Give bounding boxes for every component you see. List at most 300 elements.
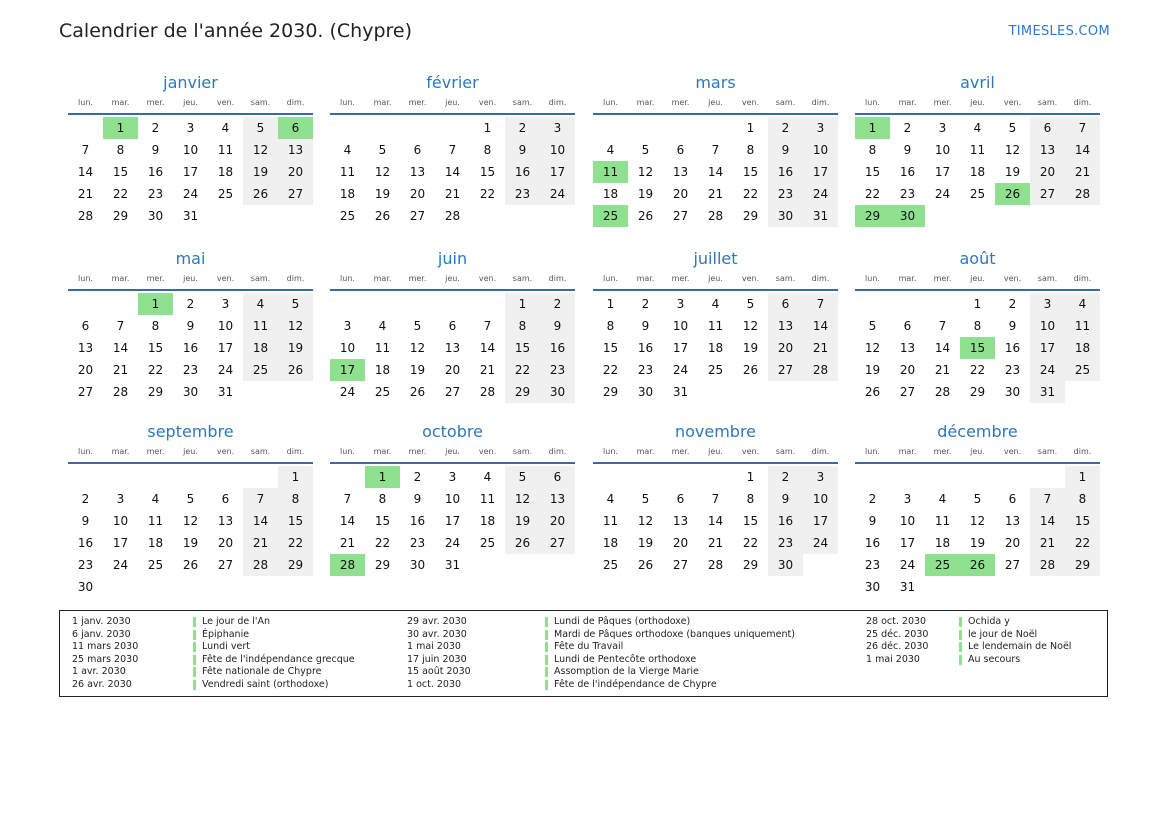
day-cell[interactable]: 28 xyxy=(479,385,496,399)
day-cell[interactable]: 16 xyxy=(864,536,881,550)
day-cell[interactable]: 5 xyxy=(973,492,982,506)
day-cell[interactable]: 30 xyxy=(1004,385,1021,399)
holiday-day-cell[interactable]: 29 xyxy=(855,205,890,227)
day-cell[interactable]: 29 xyxy=(374,558,391,572)
day-cell[interactable]: 15 xyxy=(602,341,619,355)
day-cell[interactable]: 30 xyxy=(864,580,881,594)
day-cell[interactable]: 2 xyxy=(151,121,160,135)
day-cell[interactable]: 11 xyxy=(602,514,619,528)
day-cell[interactable]: 26 xyxy=(278,359,313,381)
day-cell[interactable]: 24 xyxy=(182,187,199,201)
day-cell[interactable]: 4 xyxy=(378,319,387,333)
holiday-day-cell[interactable]: 17 xyxy=(330,359,365,381)
day-cell[interactable]: 18 xyxy=(147,536,164,550)
day-cell[interactable]: 26 xyxy=(742,363,759,377)
day-cell[interactable]: 13 xyxy=(672,165,689,179)
day-cell[interactable]: 18 xyxy=(707,341,724,355)
day-cell[interactable]: 29 xyxy=(742,209,759,223)
day-cell[interactable]: 15 xyxy=(505,337,540,359)
day-cell[interactable]: 28 xyxy=(1030,554,1065,576)
day-cell[interactable]: 26 xyxy=(243,183,278,205)
day-cell[interactable]: 2 xyxy=(768,466,803,488)
day-cell[interactable]: 10 xyxy=(803,488,838,510)
day-cell[interactable]: 14 xyxy=(934,341,951,355)
day-cell[interactable]: 6 xyxy=(413,143,422,157)
day-cell[interactable]: 13 xyxy=(77,341,94,355)
day-cell[interactable]: 21 xyxy=(707,536,724,550)
day-cell[interactable]: 7 xyxy=(938,319,947,333)
day-cell[interactable]: 30 xyxy=(637,385,654,399)
day-cell[interactable]: 1 xyxy=(278,466,313,488)
day-cell[interactable]: 27 xyxy=(672,558,689,572)
day-cell[interactable]: 23 xyxy=(637,363,654,377)
day-cell[interactable]: 22 xyxy=(742,187,759,201)
day-cell[interactable]: 6 xyxy=(903,319,912,333)
day-cell[interactable]: 17 xyxy=(540,161,575,183)
holiday-day-cell[interactable]: 26 xyxy=(960,554,995,576)
day-cell[interactable]: 20 xyxy=(409,187,426,201)
day-cell[interactable]: 2 xyxy=(505,117,540,139)
day-cell[interactable]: 29 xyxy=(505,381,540,403)
day-cell[interactable]: 4 xyxy=(221,121,230,135)
day-cell[interactable]: 9 xyxy=(1008,319,1017,333)
day-cell[interactable]: 29 xyxy=(742,558,759,572)
day-cell[interactable]: 17 xyxy=(217,341,234,355)
day-cell[interactable]: 2 xyxy=(768,117,803,139)
day-cell[interactable]: 10 xyxy=(217,319,234,333)
day-cell[interactable]: 25 xyxy=(1065,359,1100,381)
day-cell[interactable]: 5 xyxy=(378,143,387,157)
day-cell[interactable]: 7 xyxy=(448,143,457,157)
day-cell[interactable]: 21 xyxy=(1030,532,1065,554)
day-cell[interactable]: 9 xyxy=(413,492,422,506)
day-cell[interactable]: 11 xyxy=(707,319,724,333)
day-cell[interactable]: 8 xyxy=(746,143,755,157)
day-cell[interactable]: 1 xyxy=(973,297,982,311)
day-cell[interactable]: 5 xyxy=(278,293,313,315)
day-cell[interactable]: 2 xyxy=(1008,297,1017,311)
day-cell[interactable]: 7 xyxy=(1065,117,1100,139)
day-cell[interactable]: 26 xyxy=(374,209,391,223)
day-cell[interactable]: 7 xyxy=(343,492,352,506)
day-cell[interactable]: 30 xyxy=(409,558,426,572)
day-cell[interactable]: 20 xyxy=(540,510,575,532)
day-cell[interactable]: 17 xyxy=(803,510,838,532)
day-cell[interactable]: 30 xyxy=(768,554,803,576)
day-cell[interactable]: 13 xyxy=(540,488,575,510)
day-cell[interactable]: 7 xyxy=(803,293,838,315)
day-cell[interactable]: 8 xyxy=(746,492,755,506)
day-cell[interactable]: 30 xyxy=(147,209,164,223)
day-cell[interactable]: 27 xyxy=(768,359,803,381)
day-cell[interactable]: 28 xyxy=(243,554,278,576)
day-cell[interactable]: 11 xyxy=(339,165,356,179)
day-cell[interactable]: 13 xyxy=(899,341,916,355)
day-cell[interactable]: 12 xyxy=(637,165,654,179)
day-cell[interactable]: 9 xyxy=(81,514,90,528)
day-cell[interactable]: 24 xyxy=(444,536,461,550)
day-cell[interactable]: 14 xyxy=(77,165,94,179)
day-cell[interactable]: 16 xyxy=(505,161,540,183)
day-cell[interactable]: 19 xyxy=(969,536,986,550)
holiday-day-cell[interactable]: 11 xyxy=(593,161,628,183)
day-cell[interactable]: 18 xyxy=(339,187,356,201)
day-cell[interactable]: 27 xyxy=(672,209,689,223)
day-cell[interactable]: 8 xyxy=(868,143,877,157)
day-cell[interactable]: 26 xyxy=(637,209,654,223)
day-cell[interactable]: 18 xyxy=(217,165,234,179)
day-cell[interactable]: 20 xyxy=(1004,536,1021,550)
day-cell[interactable]: 21 xyxy=(339,536,356,550)
day-cell[interactable]: 28 xyxy=(112,385,129,399)
day-cell[interactable]: 10 xyxy=(1030,315,1065,337)
day-cell[interactable]: 8 xyxy=(505,315,540,337)
day-cell[interactable]: 29 xyxy=(602,385,619,399)
day-cell[interactable]: 24 xyxy=(112,558,129,572)
day-cell[interactable]: 2 xyxy=(641,297,650,311)
day-cell[interactable]: 29 xyxy=(1065,554,1100,576)
day-cell[interactable]: 20 xyxy=(278,161,313,183)
day-cell[interactable]: 16 xyxy=(768,161,803,183)
day-cell[interactable]: 24 xyxy=(540,183,575,205)
day-cell[interactable]: 18 xyxy=(1065,337,1100,359)
day-cell[interactable]: 16 xyxy=(540,337,575,359)
day-cell[interactable]: 23 xyxy=(147,187,164,201)
day-cell[interactable]: 12 xyxy=(637,514,654,528)
day-cell[interactable]: 13 xyxy=(768,315,803,337)
day-cell[interactable]: 4 xyxy=(343,143,352,157)
day-cell[interactable]: 23 xyxy=(409,536,426,550)
day-cell[interactable]: 25 xyxy=(374,385,391,399)
day-cell[interactable]: 14 xyxy=(112,341,129,355)
day-cell[interactable]: 11 xyxy=(934,514,951,528)
day-cell[interactable]: 3 xyxy=(221,297,230,311)
day-cell[interactable]: 19 xyxy=(1004,165,1021,179)
brand-link[interactable]: TIMESLES.COM xyxy=(1008,24,1110,39)
day-cell[interactable]: 9 xyxy=(505,139,540,161)
day-cell[interactable]: 21 xyxy=(934,363,951,377)
day-cell[interactable]: 9 xyxy=(903,143,912,157)
day-cell[interactable]: 14 xyxy=(1030,510,1065,532)
day-cell[interactable]: 31 xyxy=(1030,381,1065,403)
day-cell[interactable]: 25 xyxy=(602,558,619,572)
day-cell[interactable]: 27 xyxy=(278,183,313,205)
day-cell[interactable]: 23 xyxy=(899,187,916,201)
day-cell[interactable]: 22 xyxy=(1065,532,1100,554)
day-cell[interactable]: 12 xyxy=(864,341,881,355)
day-cell[interactable]: 6 xyxy=(81,319,90,333)
day-cell[interactable]: 28 xyxy=(934,385,951,399)
day-cell[interactable]: 6 xyxy=(221,492,230,506)
day-cell[interactable]: 4 xyxy=(938,492,947,506)
day-cell[interactable]: 22 xyxy=(602,363,619,377)
day-cell[interactable]: 31 xyxy=(444,558,461,572)
day-cell[interactable]: 30 xyxy=(77,580,94,594)
day-cell[interactable]: 16 xyxy=(409,514,426,528)
day-cell[interactable]: 1 xyxy=(505,293,540,315)
day-cell[interactable]: 16 xyxy=(182,341,199,355)
day-cell[interactable]: 4 xyxy=(243,293,278,315)
day-cell[interactable]: 7 xyxy=(483,319,492,333)
day-cell[interactable]: 20 xyxy=(77,363,94,377)
day-cell[interactable]: 6 xyxy=(540,466,575,488)
day-cell[interactable]: 12 xyxy=(409,341,426,355)
day-cell[interactable]: 3 xyxy=(1030,293,1065,315)
day-cell[interactable]: 2 xyxy=(186,297,195,311)
day-cell[interactable]: 5 xyxy=(746,297,755,311)
day-cell[interactable]: 26 xyxy=(409,385,426,399)
day-cell[interactable]: 18 xyxy=(374,363,391,377)
day-cell[interactable]: 19 xyxy=(278,337,313,359)
day-cell[interactable]: 15 xyxy=(742,165,759,179)
day-cell[interactable]: 25 xyxy=(339,209,356,223)
day-cell[interactable]: 8 xyxy=(973,319,982,333)
day-cell[interactable]: 8 xyxy=(278,488,313,510)
day-cell[interactable]: 19 xyxy=(182,536,199,550)
day-cell[interactable]: 9 xyxy=(768,139,803,161)
day-cell[interactable]: 12 xyxy=(182,514,199,528)
day-cell[interactable]: 22 xyxy=(112,187,129,201)
day-cell[interactable]: 20 xyxy=(1030,161,1065,183)
day-cell[interactable]: 17 xyxy=(934,165,951,179)
day-cell[interactable]: 27 xyxy=(444,385,461,399)
day-cell[interactable]: 16 xyxy=(1004,341,1021,355)
day-cell[interactable]: 5 xyxy=(641,143,650,157)
day-cell[interactable]: 16 xyxy=(637,341,654,355)
day-cell[interactable]: 31 xyxy=(899,580,916,594)
day-cell[interactable]: 7 xyxy=(711,492,720,506)
day-cell[interactable]: 3 xyxy=(448,470,457,484)
day-cell[interactable]: 1 xyxy=(483,121,492,135)
day-cell[interactable]: 17 xyxy=(182,165,199,179)
day-cell[interactable]: 21 xyxy=(803,337,838,359)
day-cell[interactable]: 1 xyxy=(1065,466,1100,488)
day-cell[interactable]: 19 xyxy=(505,510,540,532)
day-cell[interactable]: 22 xyxy=(864,187,881,201)
day-cell[interactable]: 29 xyxy=(112,209,129,223)
day-cell[interactable]: 22 xyxy=(147,363,164,377)
day-cell[interactable]: 19 xyxy=(409,363,426,377)
day-cell[interactable]: 15 xyxy=(742,514,759,528)
day-cell[interactable]: 4 xyxy=(973,121,982,135)
day-cell[interactable]: 28 xyxy=(803,359,838,381)
day-cell[interactable]: 22 xyxy=(742,536,759,550)
day-cell[interactable]: 6 xyxy=(1030,117,1065,139)
day-cell[interactable]: 24 xyxy=(803,183,838,205)
day-cell[interactable]: 29 xyxy=(969,385,986,399)
day-cell[interactable]: 7 xyxy=(711,143,720,157)
day-cell[interactable]: 5 xyxy=(868,319,877,333)
day-cell[interactable]: 23 xyxy=(540,359,575,381)
day-cell[interactable]: 14 xyxy=(339,514,356,528)
day-cell[interactable]: 11 xyxy=(1065,315,1100,337)
day-cell[interactable]: 13 xyxy=(409,165,426,179)
day-cell[interactable]: 8 xyxy=(151,319,160,333)
day-cell[interactable]: 12 xyxy=(278,315,313,337)
day-cell[interactable]: 27 xyxy=(409,209,426,223)
day-cell[interactable]: 14 xyxy=(707,514,724,528)
day-cell[interactable]: 7 xyxy=(1030,488,1065,510)
day-cell[interactable]: 6 xyxy=(448,319,457,333)
day-cell[interactable]: 22 xyxy=(969,363,986,377)
day-cell[interactable]: 6 xyxy=(676,143,685,157)
day-cell[interactable]: 17 xyxy=(1030,337,1065,359)
day-cell[interactable]: 15 xyxy=(374,514,391,528)
holiday-day-cell[interactable]: 1 xyxy=(365,466,400,488)
day-cell[interactable]: 7 xyxy=(243,488,278,510)
day-cell[interactable]: 28 xyxy=(444,209,461,223)
day-cell[interactable]: 2 xyxy=(868,492,877,506)
day-cell[interactable]: 9 xyxy=(641,319,650,333)
day-cell[interactable]: 5 xyxy=(186,492,195,506)
day-cell[interactable]: 24 xyxy=(1030,359,1065,381)
day-cell[interactable]: 13 xyxy=(444,341,461,355)
day-cell[interactable]: 15 xyxy=(147,341,164,355)
day-cell[interactable]: 21 xyxy=(243,532,278,554)
day-cell[interactable]: 26 xyxy=(864,385,881,399)
day-cell[interactable]: 6 xyxy=(676,492,685,506)
day-cell[interactable]: 12 xyxy=(505,488,540,510)
day-cell[interactable]: 7 xyxy=(81,143,90,157)
day-cell[interactable]: 31 xyxy=(803,205,838,227)
day-cell[interactable]: 18 xyxy=(479,514,496,528)
day-cell[interactable]: 14 xyxy=(803,315,838,337)
day-cell[interactable]: 3 xyxy=(116,492,125,506)
day-cell[interactable]: 14 xyxy=(1065,139,1100,161)
day-cell[interactable]: 5 xyxy=(641,492,650,506)
day-cell[interactable]: 21 xyxy=(77,187,94,201)
day-cell[interactable]: 19 xyxy=(374,187,391,201)
day-cell[interactable]: 16 xyxy=(768,510,803,532)
day-cell[interactable]: 4 xyxy=(606,143,615,157)
day-cell[interactable]: 13 xyxy=(217,514,234,528)
day-cell[interactable]: 19 xyxy=(243,161,278,183)
day-cell[interactable]: 18 xyxy=(934,536,951,550)
day-cell[interactable]: 21 xyxy=(112,363,129,377)
day-cell[interactable]: 12 xyxy=(969,514,986,528)
day-cell[interactable]: 28 xyxy=(77,209,94,223)
day-cell[interactable]: 19 xyxy=(637,536,654,550)
day-cell[interactable]: 23 xyxy=(768,532,803,554)
day-cell[interactable]: 24 xyxy=(672,363,689,377)
day-cell[interactable]: 11 xyxy=(243,315,278,337)
day-cell[interactable]: 14 xyxy=(444,165,461,179)
day-cell[interactable]: 5 xyxy=(1008,121,1017,135)
day-cell[interactable]: 11 xyxy=(479,492,496,506)
day-cell[interactable]: 27 xyxy=(1030,183,1065,205)
day-cell[interactable]: 18 xyxy=(602,187,619,201)
day-cell[interactable]: 14 xyxy=(707,165,724,179)
day-cell[interactable]: 17 xyxy=(899,536,916,550)
day-cell[interactable]: 18 xyxy=(969,165,986,179)
day-cell[interactable]: 3 xyxy=(803,117,838,139)
day-cell[interactable]: 24 xyxy=(899,558,916,572)
day-cell[interactable]: 13 xyxy=(672,514,689,528)
day-cell[interactable]: 12 xyxy=(742,319,759,333)
day-cell[interactable]: 6 xyxy=(768,293,803,315)
day-cell[interactable]: 4 xyxy=(606,492,615,506)
day-cell[interactable]: 1 xyxy=(746,121,755,135)
day-cell[interactable]: 10 xyxy=(112,514,129,528)
day-cell[interactable]: 20 xyxy=(217,536,234,550)
day-cell[interactable]: 10 xyxy=(540,139,575,161)
day-cell[interactable]: 16 xyxy=(899,165,916,179)
day-cell[interactable]: 13 xyxy=(278,139,313,161)
day-cell[interactable]: 10 xyxy=(182,143,199,157)
holiday-day-cell[interactable]: 1 xyxy=(103,117,138,139)
day-cell[interactable]: 21 xyxy=(707,187,724,201)
day-cell[interactable]: 16 xyxy=(147,165,164,179)
day-cell[interactable]: 23 xyxy=(77,558,94,572)
day-cell[interactable]: 1 xyxy=(746,470,755,484)
day-cell[interactable]: 15 xyxy=(1065,510,1100,532)
day-cell[interactable]: 8 xyxy=(606,319,615,333)
day-cell[interactable]: 14 xyxy=(479,341,496,355)
day-cell[interactable]: 28 xyxy=(707,558,724,572)
day-cell[interactable]: 9 xyxy=(540,315,575,337)
day-cell[interactable]: 29 xyxy=(278,554,313,576)
day-cell[interactable]: 25 xyxy=(217,187,234,201)
day-cell[interactable]: 9 xyxy=(151,143,160,157)
day-cell[interactable]: 21 xyxy=(444,187,461,201)
holiday-day-cell[interactable]: 1 xyxy=(855,117,890,139)
day-cell[interactable]: 25 xyxy=(707,363,724,377)
day-cell[interactable]: 25 xyxy=(147,558,164,572)
day-cell[interactable]: 12 xyxy=(243,139,278,161)
day-cell[interactable]: 23 xyxy=(864,558,881,572)
day-cell[interactable]: 2 xyxy=(540,293,575,315)
day-cell[interactable]: 15 xyxy=(479,165,496,179)
day-cell[interactable]: 30 xyxy=(768,205,803,227)
day-cell[interactable]: 10 xyxy=(803,139,838,161)
day-cell[interactable]: 27 xyxy=(77,385,94,399)
day-cell[interactable]: 23 xyxy=(1004,363,1021,377)
day-cell[interactable]: 21 xyxy=(1065,161,1100,183)
day-cell[interactable]: 4 xyxy=(483,470,492,484)
day-cell[interactable]: 17 xyxy=(112,536,129,550)
day-cell[interactable]: 12 xyxy=(374,165,391,179)
day-cell[interactable]: 3 xyxy=(186,121,195,135)
day-cell[interactable]: 17 xyxy=(444,514,461,528)
day-cell[interactable]: 18 xyxy=(243,337,278,359)
day-cell[interactable]: 31 xyxy=(182,209,199,223)
day-cell[interactable]: 18 xyxy=(602,536,619,550)
day-cell[interactable]: 29 xyxy=(147,385,164,399)
day-cell[interactable]: 9 xyxy=(186,319,195,333)
day-cell[interactable]: 26 xyxy=(505,532,540,554)
day-cell[interactable]: 27 xyxy=(1004,558,1021,572)
holiday-day-cell[interactable]: 26 xyxy=(995,183,1030,205)
day-cell[interactable]: 30 xyxy=(540,381,575,403)
day-cell[interactable]: 15 xyxy=(112,165,129,179)
day-cell[interactable]: 8 xyxy=(116,143,125,157)
day-cell[interactable]: 2 xyxy=(413,470,422,484)
day-cell[interactable]: 16 xyxy=(77,536,94,550)
day-cell[interactable]: 24 xyxy=(217,363,234,377)
day-cell[interactable]: 31 xyxy=(672,385,689,399)
day-cell[interactable]: 28 xyxy=(1065,183,1100,205)
day-cell[interactable]: 13 xyxy=(1004,514,1021,528)
day-cell[interactable]: 20 xyxy=(768,337,803,359)
day-cell[interactable]: 22 xyxy=(505,359,540,381)
day-cell[interactable]: 9 xyxy=(868,514,877,528)
day-cell[interactable]: 8 xyxy=(1065,488,1100,510)
day-cell[interactable]: 4 xyxy=(151,492,160,506)
day-cell[interactable]: 27 xyxy=(899,385,916,399)
day-cell[interactable]: 5 xyxy=(505,466,540,488)
holiday-day-cell[interactable]: 25 xyxy=(925,554,960,576)
day-cell[interactable]: 5 xyxy=(413,319,422,333)
